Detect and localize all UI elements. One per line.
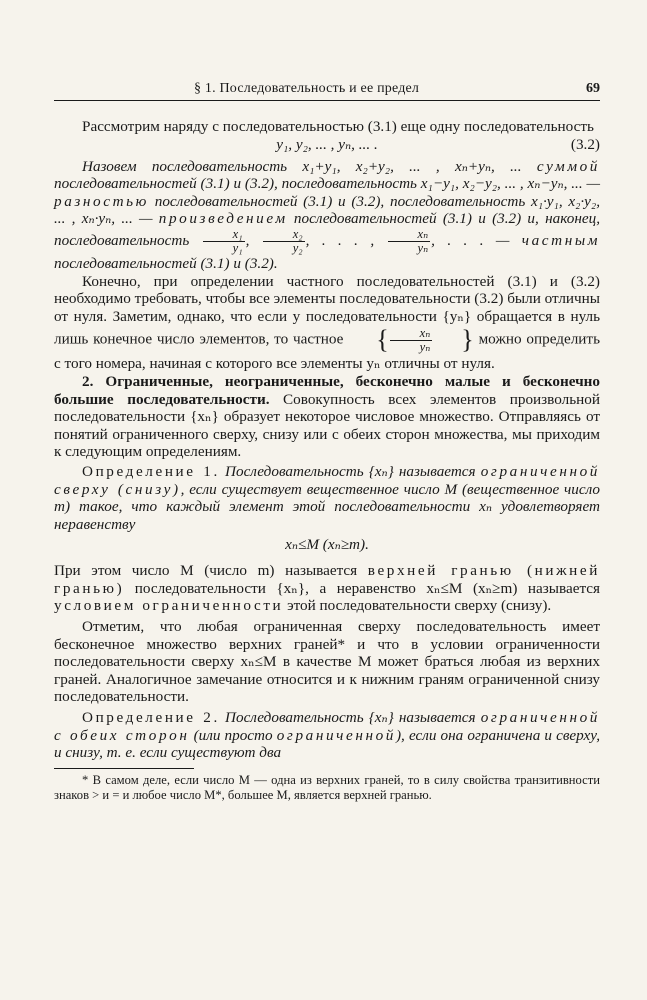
denominator: y₁	[232, 240, 243, 255]
denominator: y₂	[292, 240, 303, 255]
term-quotient: частным	[521, 231, 601, 249]
term-boundedness-condition: условием ограниченности	[54, 597, 284, 615]
definition-2	[54, 709, 600, 762]
text-span: Последовательность {xₙ} называется	[219, 709, 481, 727]
text-span: можно определить с того номера, начиная с которого все элементы yₙ отличны от нуля.	[54, 330, 600, 373]
text-span: Последовательность {xₙ} называется	[219, 462, 481, 480]
numerator: x₂	[263, 228, 305, 242]
equation-3-2-number: (3.2)	[570, 135, 600, 153]
text-span: последовательности {xₙ}, а неравенство xₙ≤M (xₙ≥m) называется	[124, 579, 600, 597]
equation-3-2	[54, 136, 600, 158]
text-span: последовательностей (3.1) и (3.2) и, наконец, последовательность	[54, 210, 600, 249]
text-span: последовательностей (3.1) и (3.2).	[54, 254, 278, 272]
paragraph-intro: Рассмотрим наряду с последовательностью (3.1) еще одну последовательность	[82, 118, 594, 135]
denominator: yₙ	[419, 339, 431, 354]
equation-3-2-body: y₁, y₂, ... , yₙ, ... .	[276, 135, 378, 153]
text-span: , . . . —	[431, 231, 522, 249]
brace-left: {	[376, 325, 389, 355]
term-bounded-above: ограниченной сверху (снизу)	[54, 462, 600, 498]
term-bounded-both: ограниченной с обеих сторон	[54, 709, 600, 744]
text-span: Назовем последовательность x₁+y₁, x₂+y₂, ... , xₙ+yₙ, ...	[82, 157, 537, 175]
term-difference: разностью	[54, 192, 149, 210]
definition-1	[54, 463, 600, 533]
inequality	[54, 533, 600, 562]
fraction-xn-yn	[390, 327, 433, 354]
text-span: ), если она ограничена и сверху, и снизу, т. е. если существуют два	[54, 726, 600, 762]
text-span: (или просто	[189, 726, 277, 744]
page-number: 69	[586, 81, 600, 96]
text-span: последовательностей (3.1) и (3.2), последовательность x₁·y₁, x₂·y₂, ... , xₙ·yₙ, ... —	[54, 192, 600, 228]
numerator: xₙ	[388, 228, 431, 242]
paragraph-quotient-note	[54, 273, 600, 373]
text-span: этой последовательности сверху (снизу).	[283, 597, 552, 615]
paragraph-bounded-intro	[54, 373, 600, 461]
paragraph-operations: Назовем последовательность x₁+y₁, x₂+y₂, ... , xₙ+yₙ, ... суммой последовательностей (3.1) и (3.2), последовательность x₁−y₁, x₂−y₂, ... , xₙ−yₙ, ... — разностью последовательностей (3.1) и (3.2), последовательность x₁·y₁, x₂·y₂, ... , xₙ·yₙ, ... — произведением последовательностей (3.1) и (3.2) и, наконец, последовательность $\frac{\text{x₁}}{\text{y₁}}$ , $\frac{\text{x₂}}{\text{y₂}}$ , . . . , $\frac{\text{xₙ}}{\text{yₙ}}$ , . . . — частным последовательностей (3.1) и (3.2).	[54, 157, 601, 272]
fraction-x2-y2	[263, 228, 305, 255]
definition-2-label: Определение 2.	[82, 709, 220, 727]
definition-1-label: Определение 1.	[82, 462, 220, 480]
term-sum: суммой	[536, 157, 600, 175]
text-span: последовательностей (3.1) и (3.2), последовательность x₁−y₁, x₂−y₂, ... , xₙ−yₙ, ... —	[54, 175, 600, 193]
denominator: yₙ	[417, 240, 429, 255]
running-header	[54, 80, 600, 101]
text-span: Совокупность всех элементов произвольной последовательности {xₙ} образует некоторое числовое множество. Отправляясь от понятий ограниченного сверху, снизу или с обеих сторон множества, мы приходим к следующим определениям.	[54, 390, 600, 461]
text-span: , . . . ,	[305, 231, 375, 249]
section-title: § 1. Последовательность и ее предел	[194, 81, 420, 96]
fraction-x1-y1	[203, 228, 245, 255]
paragraph-upper-bound	[54, 562, 600, 615]
text-span: При этом число M (число m) называется	[54, 562, 368, 580]
term-product: произведением	[158, 210, 288, 228]
term-bounded: ограниченной	[276, 726, 396, 744]
text-span: Конечно, при определении частного последовательностей (3.1) и (3.2) необходимо требовать, чтобы все элементы последовательности (3.2) были отличны от нуля. Заметим, однако, что если у последовательности {yₙ} обращается в нуль лишь конечное число элементов, то частное	[54, 272, 600, 348]
numerator: xₙ	[390, 327, 433, 341]
paragraph-remark: Отметим, что любая ограниченная сверху последовательность имеет бесконечное множество верхних граней* и что в условии ограниченности последовательности сверху xₙ≤M в качестве M может браться любая из верхних граней. Аналогичное замечание относится и к нижним граням ограниченной снизу последовательности.	[54, 618, 600, 706]
fraction-xn-yn	[388, 228, 431, 255]
inequality-body: xₙ≤M (xₙ≥m).	[285, 536, 369, 554]
footnote-rule	[54, 768, 194, 769]
footnote: * В самом деле, если число M — одна из верхних граней, то в силу свойства транзитивности знаков > и = и любое число M*, большее M, является верхней гранью.	[54, 772, 600, 802]
term-upper-bound: верхней гранью (нижней гранью)	[54, 562, 600, 597]
numerator: x₁	[203, 228, 245, 242]
brace-right: }	[461, 325, 474, 355]
text-body	[54, 118, 600, 803]
subsection-heading: 2. Ограниченные, неограниченные, бесконечно малые и бесконечно большие последовательности.	[54, 372, 600, 408]
text-span: , если существует вещественное число M (вещественное число m) такое, что каждый элемент этой последовательности xₙ удовлетворяет неравенству	[54, 480, 601, 533]
